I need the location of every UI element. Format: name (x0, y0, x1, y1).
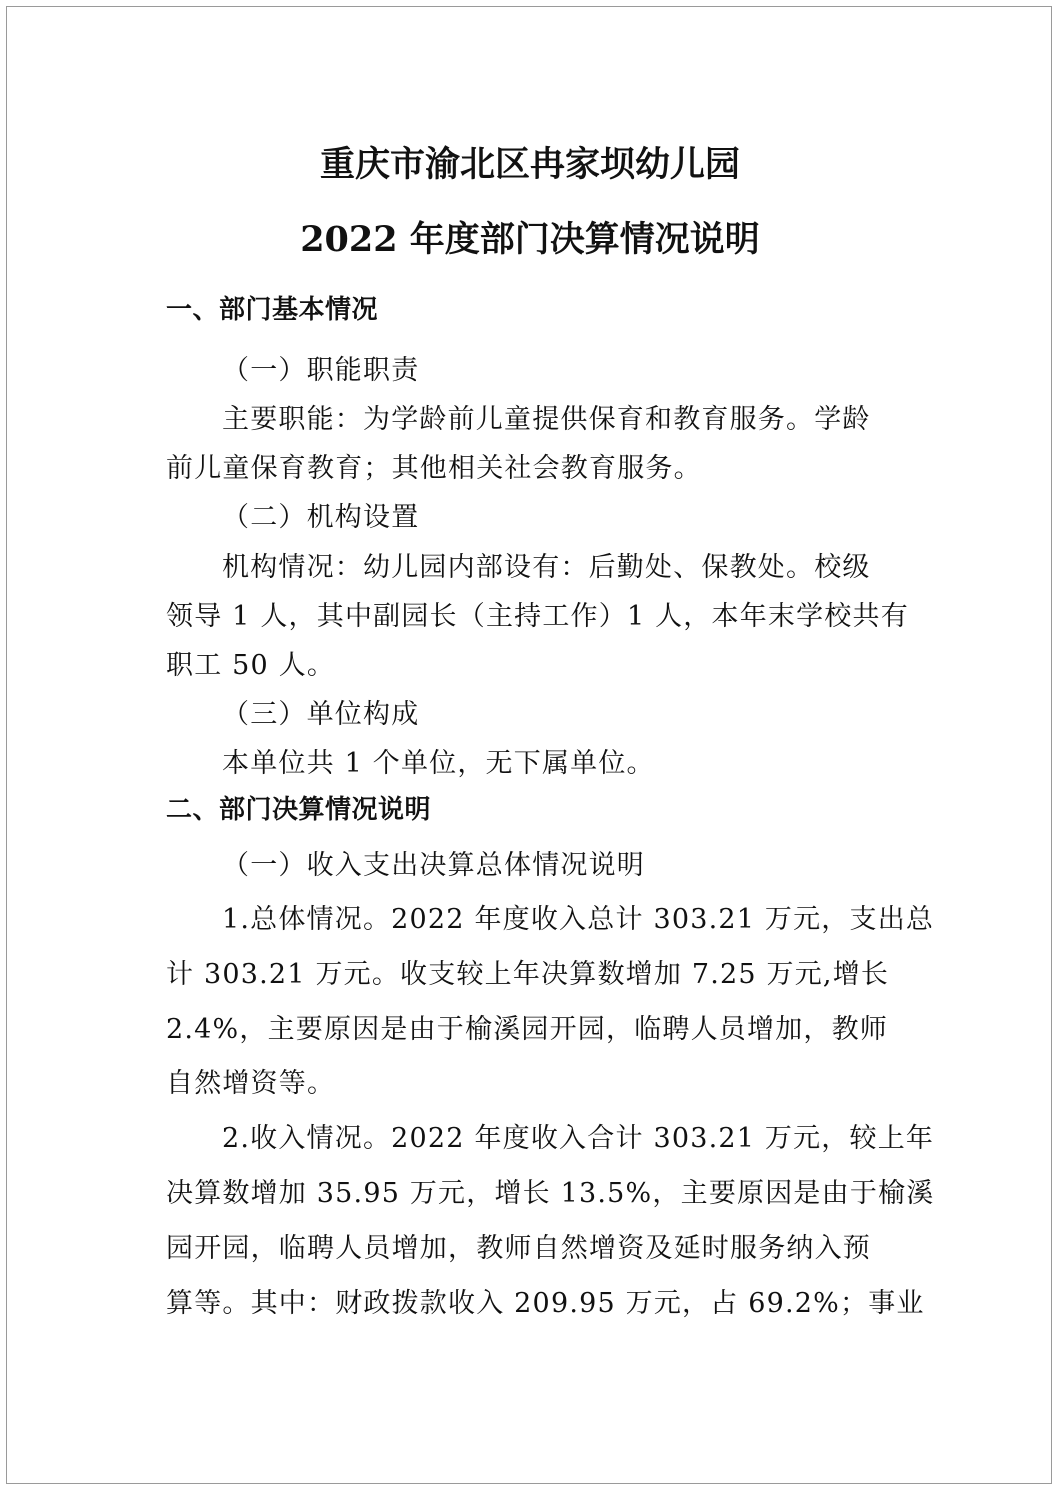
section-heading-2: 二、部门决算情况说明 (166, 795, 432, 825)
paragraph-line: 2.4%，主要原因是由于榆溪园开园，临聘人员增加，教师 (166, 1014, 888, 1045)
paragraph-line: 职工 50 人。 (166, 650, 336, 681)
subsection-heading-1-1: （一）职能职责 (222, 355, 420, 386)
document-title-line1: 重庆市渝北区冉家坝幼儿园 (319, 144, 740, 185)
paragraph-line: 机构情况：幼儿园内部设有：后勤处、保教处。校级 (222, 552, 871, 583)
section-heading-1: 一、部门基本情况 (166, 295, 379, 325)
paragraph-line: 园开园，临聘人员增加，教师自然增资及延时服务纳入预 (166, 1233, 871, 1264)
paragraph-line: 算等。其中：财政拨款收入 209.95 万元，占 69.2%；事业 (166, 1288, 925, 1319)
paragraph-line: 决算数增加 35.95 万元，增长 13.5%，主要原因是由于榆溪 (166, 1178, 935, 1209)
document-title-line2: 2022 年度部门决算情况说明 (300, 219, 760, 260)
paragraph-line: 2.收入情况。2022 年度收入合计 303.21 万元，较上年 (222, 1123, 935, 1154)
paragraph-line: 前儿童保育教育；其他相关社会教育服务。 (166, 453, 702, 484)
paragraph-line: 领导 1 人，其中副园长（主持工作）1 人，本年末学校共有 (166, 601, 909, 632)
subsection-heading-2-1: （一）收入支出决算总体情况说明 (222, 850, 645, 881)
paragraph-line: 主要职能：为学龄前儿童提供保育和教育服务。学龄 (222, 404, 871, 435)
paragraph-line: 1.总体情况。2022 年度收入总计 303.21 万元，支出总 (222, 904, 935, 935)
paragraph-line: 本单位共 1 个单位，无下属单位。 (222, 748, 655, 779)
subsection-heading-1-2: （二）机构设置 (222, 502, 420, 533)
paragraph-line: 计 303.21 万元。收支较上年决算数增加 7.25 万元,增长 (166, 959, 890, 990)
subsection-heading-1-3: （三）单位构成 (222, 699, 420, 730)
paragraph-line: 自然增资等。 (166, 1068, 336, 1099)
